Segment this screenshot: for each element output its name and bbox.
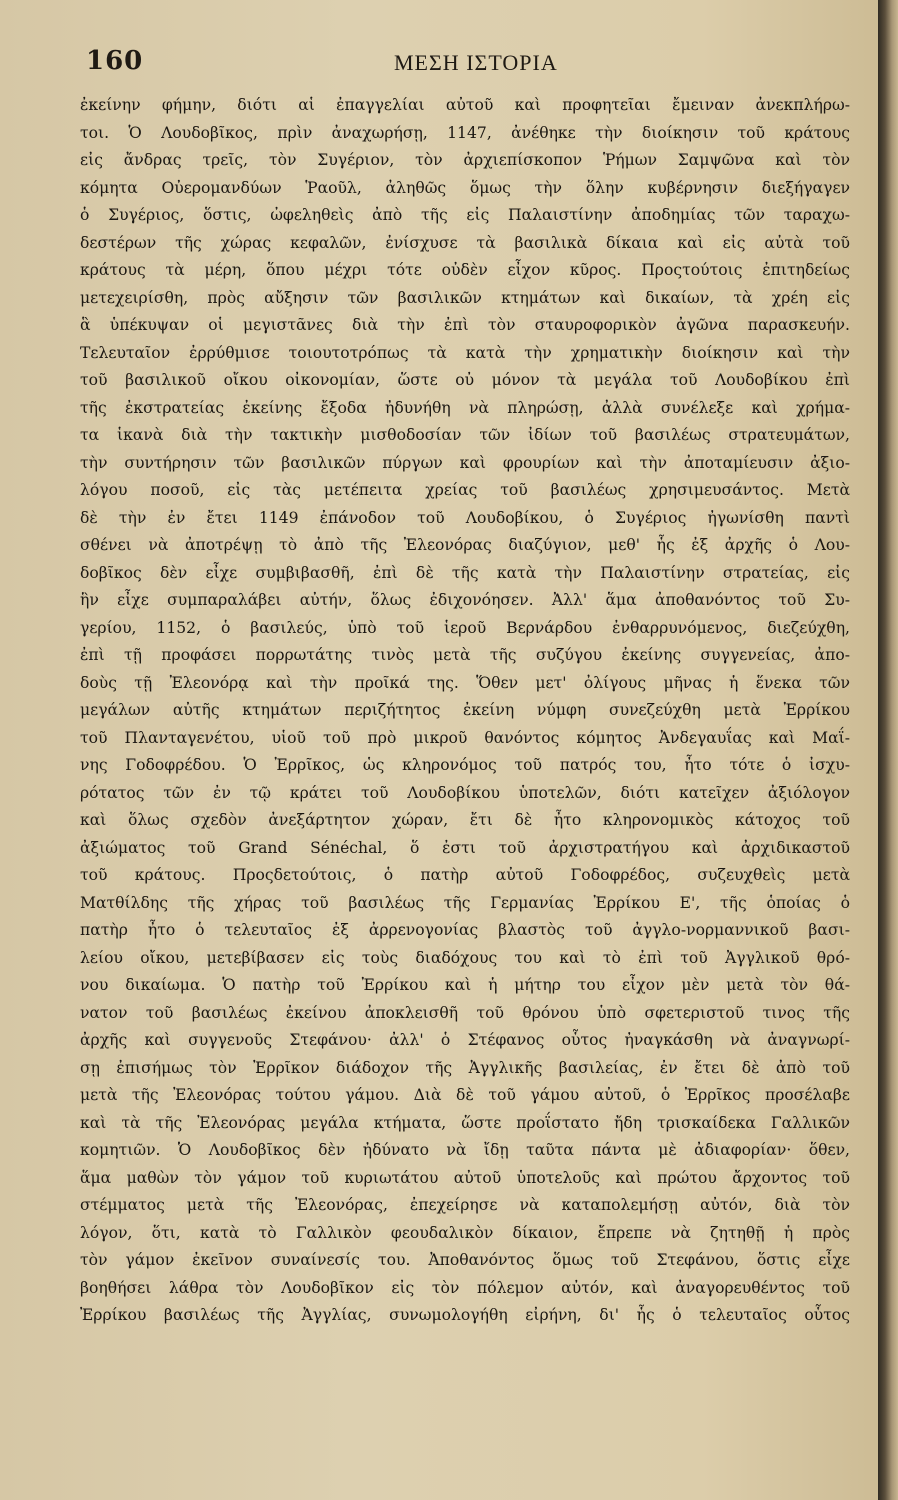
text-line: ὁ Συγέριος, ὅστις, ὠφεληθεὶς ἀπὸ τῆς εἰς Παλαιστίνην ἀποδημίας τῶν ταραχω- xyxy=(80,206,850,224)
text-line: νου δικαίωμα. Ὁ πατὴρ τοῦ Ἐρρίκου καὶ ἡ μήτηρ του εἶχον μὲν μετὰ τὸν θά- xyxy=(80,976,850,994)
text-line: τοῦ βασιλικοῦ οἴκου οἰκονομίαν, ὥστε οὐ μόνον τὰ μεγάλα τοῦ Λουδοβίκου ἐπὶ xyxy=(80,371,850,389)
text-line: τῆς ἐκστρατείας ἐκείνης ἔξοδα ἠδυνήθη νὰ πληρώσῃ, ἀλλὰ συνέλεξε καὶ χρήμα- xyxy=(80,398,850,417)
text-line: καὶ ὅλως σχεδὸν ἀνεξάρτητον χώραν, ἔτι δὲ ἦτο κληρονομικὸς κάτοχος τοῦ xyxy=(80,811,850,829)
text-line: σῃ ἐπισήμως τὸν Ἐρρῖκον διάδοχον τῆς Ἀγγλικῆς βασιλείας, ἐν ἔτει δὲ ἀπὸ τοῦ xyxy=(80,1058,850,1077)
text-line: νατον τοῦ βασιλέως ἐκείνου ἀποκλεισθῆ τοῦ θρόνου ὑπὸ σφετεριστοῦ τινος τῆς xyxy=(80,1003,850,1022)
book-binding-edge xyxy=(878,0,898,1500)
text-line: κομητιῶν. Ὁ Λουδοβῖκος δὲν ἠδύνατο νὰ ἴδῃ ταῦτα πάντα μὲ ἀδιαφορίαν· ὅθεν, xyxy=(80,1141,850,1159)
text-line: νης Γοδοφρέδου. Ὁ Ἐρρῖκος, ὡς κληρονόμος τοῦ πατρός του, ἦτο τότε ὁ ἰσχυ- xyxy=(80,756,850,774)
page-header xyxy=(0,42,878,82)
text-line: πατὴρ ἦτο ὁ τελευταῖος ἐξ ἀρρενογονίας βλαστὸς τοῦ ἀγγλο-νορμαννικοῦ βασι- xyxy=(80,921,850,939)
text-line: καὶ τὰ τῆς Ἐλεονόρας μεγάλα κτήματα, ὥστε προΐστατο ἤδη τρισκαίδεκα Γαλλικῶν xyxy=(80,1113,850,1132)
text-line: ἀξιώματος τοῦ Grand Sénéchal, ὅ ἐστι τοῦ ἀρχιστρατήγου καὶ ἀρχιδικαστοῦ xyxy=(80,838,850,857)
text-line: τοῦ κράτους. Προςδετούτοις, ὁ πατὴρ αὐτοῦ Γοδοφρέδος, συζευχθεὶς μετὰ xyxy=(80,866,850,884)
text-line: λείου οἴκου, μετεβίβασεν εἰς τοὺς διαδόχους του καὶ τὸ ἐπὶ τοῦ Ἀγγλικοῦ θρό- xyxy=(80,948,850,967)
text-line: σθένει νὰ ἀποτρέψῃ τὸ ἀπὸ τῆς Ἐλεονόρας διαζύγιον, μεθ' ἧς ἐξ ἀρχῆς ὁ Λου- xyxy=(80,536,850,554)
text-line: Ματθίλδης τῆς χήρας τοῦ βασιλέως τῆς Γερμανίας Ἐρρίκου Ε', τῆς ὁποίας ὁ xyxy=(80,893,850,912)
text-line: δοὺς τῇ Ἐλεονόρᾳ καὶ τὴν προῖκά της. Ὅθεν μετ' ὀλίγους μῆνας ἡ ἕνεκα τῶν xyxy=(80,673,850,692)
text-line: λόγου ποσοῦ, εἰς τὰς μετέπειτα χρείας τοῦ βασιλέως χρησιμευσάντος. Μετὰ xyxy=(80,481,850,499)
text-line: εἰς ἄνδρας τρεῖς, τὸν Συγέριον, τὸν ἀρχιεπίσκοπον Ῥήμων Σαμψῶνα καὶ τὸν xyxy=(80,151,850,169)
text-line: βοηθήσει λάθρα τὸν Λουδοβῖκον εἰς τὸν πόλεμον αὐτόν, καὶ ἀναγορευθέντος τοῦ xyxy=(80,1278,850,1297)
text-line: ἐπὶ τῇ προφάσει πορρωτάτης τινὸς μετὰ τῆς συζύγου ἐκείνης συγγενείας, ἀπο- xyxy=(80,646,850,664)
body-text xyxy=(80,92,850,1330)
text-line: ἣν εἶχε συμπαραλάβει αὐτήν, ὅλως ἐδιχονόησεν. Ἀλλ' ἅμα ἀποθανόντος τοῦ Συ- xyxy=(80,591,850,609)
text-line: ἐκείνην φήμην, διότι αἱ ἐπαγγελίαι αὐτοῦ καὶ προφητεῖαι ἔμειναν ἀνεκπλήρω- xyxy=(80,96,850,114)
text-line: κόμητα Οὐερομανδύων Ῥαοῦλ, ἀληθῶς ὅμως τὴν ὅλην κυβέρνησιν διεξήγαγεν xyxy=(80,178,850,197)
text-line: τὴν συντήρησιν τῶν βασιλικῶν πύργων καὶ φρουρίων καὶ τὴν ἀποταμίευσιν ἀξιο- xyxy=(80,453,850,472)
text-line: στέμματος μετὰ τῆς Ἐλεονόρας, ἐπεχείρησε νὰ καταπολεμήσῃ αὐτόν, διὰ τὸν xyxy=(80,1196,850,1214)
text-line: τοῦ Πλανταγενέτου, υἱοῦ τοῦ πρὸ μικροῦ θανόντος κόμητος Ἀνδεγαυΐας καὶ Μαΐ- xyxy=(80,728,850,747)
text-line: δεστέρων τῆς χώρας κεφαλῶν, ἐνίσχυσε τὰ βασιλικὰ δίκαια καὶ εἰς αὐτὰ τοῦ xyxy=(80,233,850,252)
text-line: Τελευταῖον ἐρρύθμισε τοιουτοτρόπως τὰ κατὰ τὴν χρηματικὴν διοίκησιν καὶ τὴν xyxy=(80,343,850,362)
text-line: τὸν γάμον ἐκεῖνον συναίνεσίς του. Ἀποθανόντος ὅμως τοῦ Στεφάνου, ὅστις εἶχε xyxy=(80,1251,850,1269)
text-line: δοβῖκος δὲν εἶχε συμβιβασθῆ, ἐπὶ δὲ τῆς κατὰ τὴν Παλαιστίνην στρατείας, εἰς xyxy=(80,563,850,582)
text-line: λόγον, ὅτι, κατὰ τὸ Γαλλικὸν φεουδαλικὸν δίκαιον, ἔπρεπε νὰ ζητηθῇ ἡ πρὸς xyxy=(80,1223,850,1242)
text-line: ἃ ὑπέκυψαν οἱ μεγιστᾶνες διὰ τὴν ἐπὶ τὸν σταυροφορικὸν ἀγῶνα παρασκευήν. xyxy=(80,316,850,334)
text-line: ἀρχῆς καὶ συγγενοῦς Στεφάνου· ἀλλ' ὁ Στέφανος οὗτος ἠναγκάσθη νὰ ἀναγνωρί- xyxy=(80,1031,850,1049)
text-line: τα ἱκανὰ διὰ τὴν τακτικὴν μισθοδοσίαν τῶν ἰδίων τοῦ βασιλέως στρατευμάτων, xyxy=(80,426,850,444)
text-line: δὲ τὴν ἐν ἔτει 1149 ἐπάνοδον τοῦ Λουδοβίκου, ὁ Συγέριος ἠγωνίσθη παντὶ xyxy=(80,508,850,527)
text-line: μετὰ τῆς Ἐλεονόρας τούτου γάμου. Διὰ δὲ τοῦ γάμου αὐτοῦ, ὁ Ἐρρῖκος προσέλαβε xyxy=(80,1086,850,1104)
text-line: τοι. Ὁ Λουδοβῖκος, πρὶν ἀναχωρήσῃ, 1147, ἀνέθηκε τὴν διοίκησιν τοῦ κράτους xyxy=(80,123,850,142)
text-line: μετεχειρίσθη, πρὸς αὔξησιν τῶν βασιλικῶν κτημάτων καὶ δικαίων, τὰ χρέη εἰς xyxy=(80,288,850,307)
text-line: μεγάλων αὐτῆς κτημάτων περιζήτητος ἐκείνη νύμφη συνεζεύχθη μετὰ Ἐρρίκου xyxy=(80,701,850,719)
text-line: Ἐρρίκου βασιλέως τῆς Ἀγγλίας, συνωμολογήθη εἰρήνη, δι' ἧς ὁ τελευταῖος οὗτος xyxy=(80,1306,850,1324)
text-line: γερίου, 1152, ὁ βασιλεύς, ὑπὸ τοῦ ἱεροῦ Βερνάρδου ἐνθαρρυνόμενος, διεζεύχθη, xyxy=(80,618,850,637)
text-line: κράτους τὰ μέρη, ὅπου μέχρι τότε οὐδὲν εἶχον κῦρος. Προςτούτοις ἐπιτηδείως xyxy=(80,261,850,279)
running-head: ΜΕΣΗ ΙΣΤΟΡΙΑ xyxy=(394,50,558,75)
page-number: 160 xyxy=(86,46,144,76)
text-line: ρότατος τῶν ἐν τῷ κράτει τοῦ Λουδοβίκου ὑποτελῶν, διότι κατεῖχεν ἀξιόλογον xyxy=(80,783,850,802)
text-line: ἅμα μαθὼν τὸν γάμον τοῦ κυριωτάτου αὐτοῦ ὑποτελοῦς καὶ πρώτου ἄρχοντος τοῦ xyxy=(80,1168,850,1187)
